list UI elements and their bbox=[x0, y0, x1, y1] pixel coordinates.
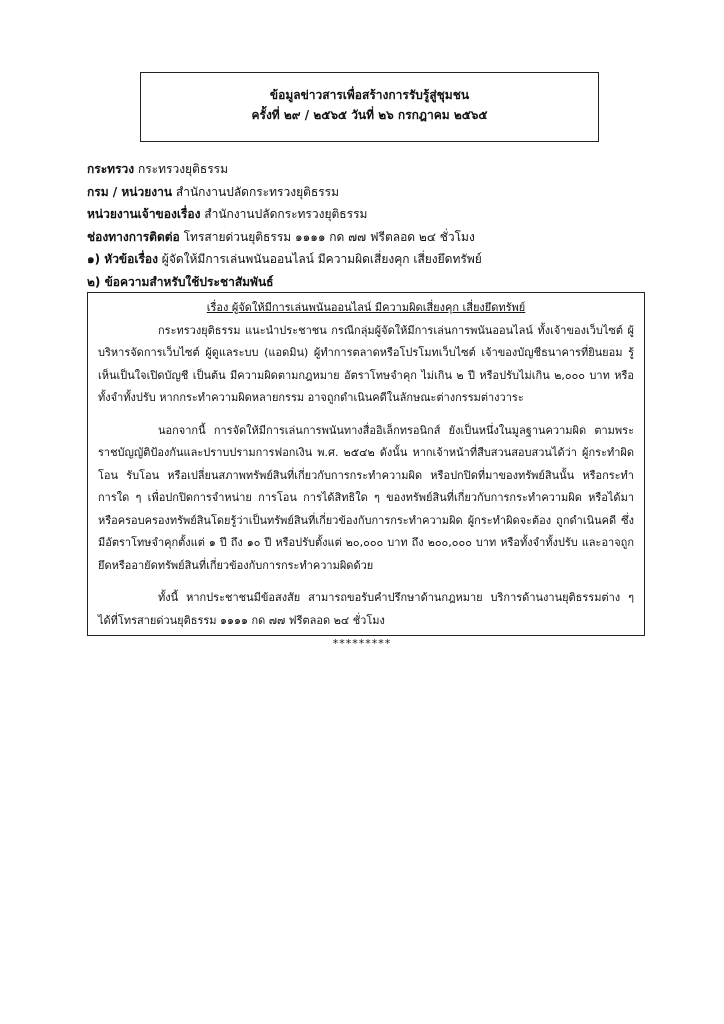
department-label: กรม / หน่วยงาน bbox=[87, 184, 173, 199]
department-row bbox=[87, 181, 687, 204]
owner-row bbox=[87, 203, 687, 226]
pr-label: ๒) ข้อความสำหรับใช้ประชาสัมพันธ์ bbox=[87, 274, 274, 289]
ministry-row bbox=[87, 158, 687, 181]
end-marker: ********* bbox=[332, 637, 392, 650]
document-metadata bbox=[87, 158, 687, 293]
paragraph-3: ทั้งนี้ หากประชาชนมีข้อสงสัย สามารถขอรับคำปรึกษาด้านกฎหมาย บริการด้านงานยุติธรรมต่าง ๆ ได้ที่โทรสายด่วนยุติธรรม ๑๑๑๑ กด ๗๗ ฟรีตลอด ๒๔ ชั่วโมง bbox=[98, 591, 634, 627]
subject-heading: เรื่อง ผู้จัดให้มีการเล่นพนันออนไลน์ มีความผิดเสี่ยงคุก เสี่ยงยึดทรัพย์ bbox=[206, 301, 526, 314]
header-issue-date: ครั้งที่ ๒๙ / ๒๕๖๕ วันที่ ๒๖ กรกฎาคม ๒๕๖๕ bbox=[251, 108, 488, 122]
header-title: ข้อมูลข่าวสารเพื่อสร้างการรับรู้สู่ชุมชน bbox=[269, 88, 470, 102]
paragraph-2: นอกจากนี้ การจัดให้มีการเล่นการพนันทางสื่ออิเล็กทรอนิกส์ ยังเป็นหนึ่งในมูลฐานความผิด ตามพระราชบัญญัติป้องกันและปราบปรามการฟอกเงิน พ.ศ. ๒๕๔๒ ดังนั้น หากเจ้าหน้าที่สืบสวนสอบสวนได้ว่า ผู้กระทำผิดโอน รับโอน หรือเปลี่ยนสภาพทรัพย์สินที่เกี่ยวกับการกระทำความผิด หรือปกปิดที่มาของทรัพย์สินนั้น หรือกระทำการใด ๆ เพื่อปกปิดการจำหน่าย การโอน การได้สิทธิใด ๆ ของทรัพย์สินที่เกี่ยวกับการกระทำความผิด หรือได้มาหรือครอบครองทรัพย์สินโดยรู้ว่าเป็นทรัพย์สินที่เกี่ยวข้องกับการกระทำความผิด ผู้กระทำผิดจะต้อง ถูกดำเนินคดี ซึ่งมีอัตราโทษจำคุกตั้งแต่ ๑ ปี ถึง ๑๐ ปี หรือปรับตั้งแต่ ๒๐,๐๐๐ บาท ถึง ๒๐๐,๐๐๐ บาท หรือทั้งจำทั้งปรับ และอาจถูกยึดหรืออายัดทรัพย์สินที่เกี่ยวข้องกับการกระทำความผิดด้วย bbox=[98, 423, 634, 572]
topic-label: ๑) หัวข้อเรื่อง bbox=[87, 252, 158, 266]
contact-row bbox=[87, 226, 687, 249]
paragraph-1: กระทรวงยุติธรรม แนะนำประชาชน กรณีกลุ่มผู้จัดให้มีการเล่นการพนันออนไลน์ ทั้งเจ้าของเว็บไซต์ ผู้บริหารจัดการเว็บไซต์ ผู้ดูแลระบบ (แอดมิน) ผู้ทำการตลาดหรือโปรโมทเว็บไซต์ เจ้าของบัญชีธนาคารที่ยินยอม รู้เห็นเป็นใจเปิดบัญชี เป็นต้น มีความผิดตามกฎหมาย อัตราโทษจำคุก ไม่เกิน ๒ ปี หรือปรับไม่เกิน ๒,๐๐๐ บาท หรือทั้งจำทั้งปรับ หากกระทำความผิดหลายกรรม อาจถูกดำเนินคดีในลักษณะต่างกรรมต่างวาระ bbox=[98, 323, 634, 404]
topic-value: ผู้จัดให้มีการเล่นพนันออนไลน์ มีความผิดเสี่ยงคุก เสี่ยงยึดทรัพย์ bbox=[161, 252, 482, 266]
owner-label: หน่วยงานเจ้าของเรื่อง bbox=[87, 207, 201, 221]
header-box bbox=[140, 72, 599, 142]
pr-content-box bbox=[87, 292, 645, 636]
department-value: สำนักงานปลัดกระทรวงยุติธรรม bbox=[175, 184, 340, 199]
topic-row bbox=[87, 248, 687, 271]
contact-label: ช่องทางการติดต่อ bbox=[87, 229, 180, 244]
ministry-value: กระทรวงยุติธรรม bbox=[137, 162, 228, 176]
contact-value: โทรสายด่วนยุติธรรม ๑๑๑๑ กด ๗๗ ฟรีตลอด ๒๔ ชั่วโมง bbox=[183, 229, 475, 244]
pr-row bbox=[87, 271, 687, 294]
owner-value: สำนักงานปลัดกระทรวงยุติธรรม bbox=[204, 207, 368, 221]
ministry-label: กระทรวง bbox=[87, 162, 135, 176]
